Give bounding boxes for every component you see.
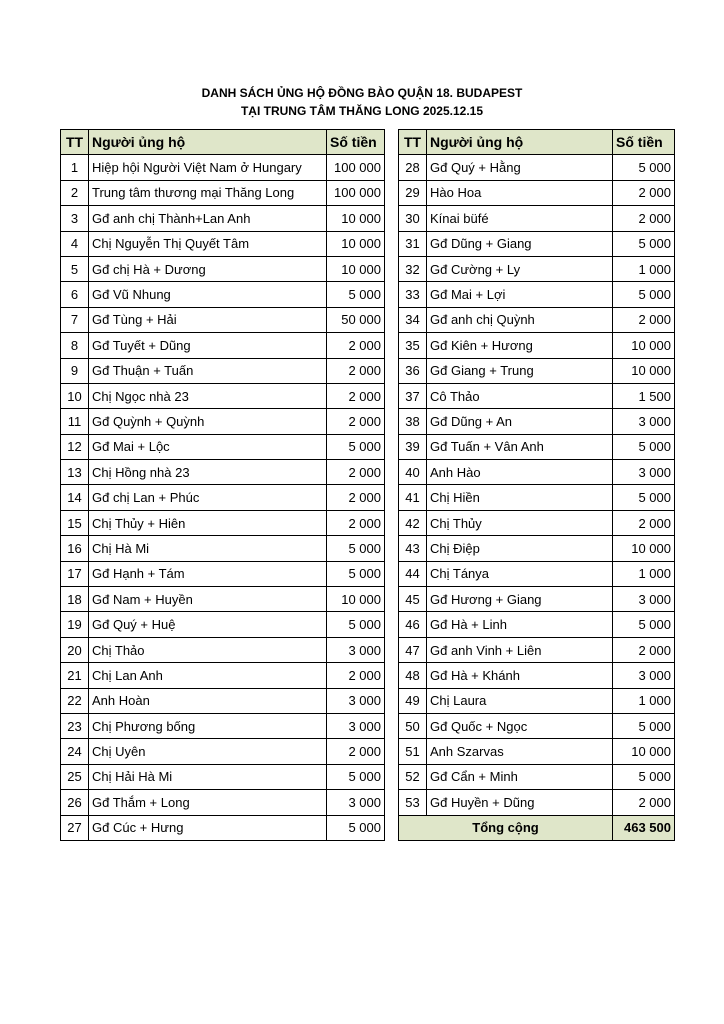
donation-amount: 2 000 bbox=[613, 206, 675, 231]
table-row bbox=[399, 561, 675, 586]
donation-amount: 5 000 bbox=[613, 434, 675, 459]
donor-name: Gđ chị Lan + Phúc bbox=[89, 485, 327, 510]
donor-name: Gđ Tuyết + Dũng bbox=[89, 333, 327, 358]
donation-amount: 5 000 bbox=[327, 434, 385, 459]
table-row bbox=[61, 536, 385, 561]
donor-name: Chị Hồng nhà 23 bbox=[89, 460, 327, 485]
row-number: 39 bbox=[399, 434, 427, 459]
donation-amount: 5 000 bbox=[327, 612, 385, 637]
donation-amount: 5 000 bbox=[613, 713, 675, 738]
table-row bbox=[399, 333, 675, 358]
donation-amount: 10 000 bbox=[327, 256, 385, 281]
donor-name: Gđ Quốc + Ngọc bbox=[427, 713, 613, 738]
table-row bbox=[61, 460, 385, 485]
table-row bbox=[399, 536, 675, 561]
table-row bbox=[61, 612, 385, 637]
donor-name: Chị Nguyễn Thị Quyết Tâm bbox=[89, 231, 327, 256]
row-number: 24 bbox=[61, 739, 89, 764]
donation-amount: 2 000 bbox=[613, 307, 675, 332]
row-number: 49 bbox=[399, 688, 427, 713]
donation-amount: 100 000 bbox=[327, 155, 385, 180]
row-number: 35 bbox=[399, 333, 427, 358]
table-row bbox=[61, 434, 385, 459]
donor-name: Gđ Huyền + Dũng bbox=[427, 790, 613, 815]
row-number: 47 bbox=[399, 637, 427, 662]
table-row bbox=[399, 764, 675, 789]
row-number: 18 bbox=[61, 587, 89, 612]
donation-amount: 2 000 bbox=[327, 663, 385, 688]
donor-name: Cô Thảo bbox=[427, 383, 613, 408]
donor-name: Gđ Quý + Huệ bbox=[89, 612, 327, 637]
table-row bbox=[61, 815, 385, 840]
table-row bbox=[399, 383, 675, 408]
header-donor: Người ủng hộ bbox=[427, 130, 613, 155]
row-number: 1 bbox=[61, 155, 89, 180]
donor-name: Gđ Mai + Lộc bbox=[89, 434, 327, 459]
donor-name: Gđ Nam + Huyền bbox=[89, 587, 327, 612]
row-number: 19 bbox=[61, 612, 89, 637]
donation-amount: 1 000 bbox=[613, 256, 675, 281]
row-number: 13 bbox=[61, 460, 89, 485]
row-number: 22 bbox=[61, 688, 89, 713]
row-number: 48 bbox=[399, 663, 427, 688]
donation-amount: 5 000 bbox=[613, 155, 675, 180]
table-row bbox=[399, 739, 675, 764]
row-number: 25 bbox=[61, 764, 89, 789]
row-number: 42 bbox=[399, 510, 427, 535]
header-tt: TT bbox=[399, 130, 427, 155]
donor-name: Chị Thủy bbox=[427, 510, 613, 535]
donor-name: Gđ Quỳnh + Quỳnh bbox=[89, 409, 327, 434]
table-row bbox=[61, 764, 385, 789]
donor-name: Gđ Cẩn + Minh bbox=[427, 764, 613, 789]
donor-name: Chị Hải Hà Mi bbox=[89, 764, 327, 789]
donation-amount: 10 000 bbox=[327, 231, 385, 256]
table-row bbox=[61, 307, 385, 332]
row-number: 26 bbox=[61, 790, 89, 815]
donor-name: Chị Uyên bbox=[89, 739, 327, 764]
row-number: 52 bbox=[399, 764, 427, 789]
row-number: 44 bbox=[399, 561, 427, 586]
row-number: 34 bbox=[399, 307, 427, 332]
donation-amount: 3 000 bbox=[327, 688, 385, 713]
header-amount: Số tiền bbox=[613, 130, 675, 155]
donation-amount: 1 000 bbox=[613, 688, 675, 713]
row-number: 32 bbox=[399, 256, 427, 281]
donor-name: Gđ Mai + Lợi bbox=[427, 282, 613, 307]
donor-name: Gđ anh Vinh + Liên bbox=[427, 637, 613, 662]
row-number: 4 bbox=[61, 231, 89, 256]
donation-amount: 5 000 bbox=[613, 612, 675, 637]
donor-name: Gđ Tùng + Hải bbox=[89, 307, 327, 332]
title-line-2: TẠI TRUNG TÂM THĂNG LONG 2025.12.15 bbox=[240, 104, 484, 118]
table-row bbox=[399, 637, 675, 662]
donation-amount: 3 000 bbox=[613, 460, 675, 485]
donation-amount: 10 000 bbox=[327, 587, 385, 612]
table-row bbox=[61, 155, 385, 180]
table-row bbox=[61, 231, 385, 256]
donation-amount: 3 000 bbox=[327, 790, 385, 815]
donation-amount: 2 000 bbox=[613, 637, 675, 662]
donation-amount: 5 000 bbox=[613, 764, 675, 789]
table-row bbox=[61, 713, 385, 738]
table-row bbox=[61, 739, 385, 764]
table-row bbox=[61, 409, 385, 434]
table-row bbox=[61, 663, 385, 688]
donation-amount: 3 000 bbox=[613, 409, 675, 434]
row-number: 6 bbox=[61, 282, 89, 307]
row-number: 46 bbox=[399, 612, 427, 637]
title-line-1: DANH SÁCH ỦNG HỘ ĐỒNG BÀO QUẬN 18. BUDAPEST bbox=[201, 86, 523, 100]
row-number: 36 bbox=[399, 358, 427, 383]
donor-name: Anh Szarvas bbox=[427, 739, 613, 764]
donor-name: Hào Hoa bbox=[427, 180, 613, 205]
donor-name: Gđ Kiên + Hương bbox=[427, 333, 613, 358]
donation-amount: 2 000 bbox=[327, 333, 385, 358]
row-number: 5 bbox=[61, 256, 89, 281]
row-number: 51 bbox=[399, 739, 427, 764]
row-number: 16 bbox=[61, 536, 89, 561]
donor-name: Gđ Cường + Ly bbox=[427, 256, 613, 281]
donor-name: Gđ Tuấn + Vân Anh bbox=[427, 434, 613, 459]
row-number: 33 bbox=[399, 282, 427, 307]
header-donor: Người ủng hộ bbox=[89, 130, 327, 155]
document-title bbox=[0, 84, 724, 120]
donation-amount: 2 000 bbox=[327, 485, 385, 510]
row-number: 15 bbox=[61, 510, 89, 535]
donor-name: Gđ Quý + Hằng bbox=[427, 155, 613, 180]
row-number: 14 bbox=[61, 485, 89, 510]
table-row bbox=[399, 307, 675, 332]
row-number: 31 bbox=[399, 231, 427, 256]
header-amount: Số tiền bbox=[327, 130, 385, 155]
header-tt: TT bbox=[61, 130, 89, 155]
donation-amount: 5 000 bbox=[327, 561, 385, 586]
donation-amount: 3 000 bbox=[613, 587, 675, 612]
donation-amount: 10 000 bbox=[327, 206, 385, 231]
donor-name: Gđ Hạnh + Tám bbox=[89, 561, 327, 586]
donor-name: Gđ Dũng + An bbox=[427, 409, 613, 434]
row-number: 9 bbox=[61, 358, 89, 383]
table-row bbox=[61, 383, 385, 408]
table-row bbox=[61, 282, 385, 307]
table-row bbox=[61, 180, 385, 205]
donation-amount: 10 000 bbox=[613, 739, 675, 764]
row-number: 45 bbox=[399, 587, 427, 612]
donor-name: Gđ Thuận + Tuấn bbox=[89, 358, 327, 383]
row-number: 28 bbox=[399, 155, 427, 180]
row-number: 11 bbox=[61, 409, 89, 434]
donation-amount: 2 000 bbox=[327, 383, 385, 408]
table-header-row bbox=[399, 130, 675, 155]
table-row bbox=[61, 333, 385, 358]
total-amount: 463 500 bbox=[613, 815, 675, 840]
table-row bbox=[399, 358, 675, 383]
row-number: 43 bbox=[399, 536, 427, 561]
table-row bbox=[399, 790, 675, 815]
donation-amount: 2 000 bbox=[613, 180, 675, 205]
donor-name: Chị Thủy + Hiên bbox=[89, 510, 327, 535]
table-row bbox=[399, 460, 675, 485]
row-number: 30 bbox=[399, 206, 427, 231]
row-number: 17 bbox=[61, 561, 89, 586]
donation-amount: 1 000 bbox=[613, 561, 675, 586]
donor-name: Chị Hà Mi bbox=[89, 536, 327, 561]
table-row bbox=[61, 637, 385, 662]
row-number: 29 bbox=[399, 180, 427, 205]
row-number: 50 bbox=[399, 713, 427, 738]
table-row bbox=[61, 256, 385, 281]
donor-name: Gđ anh chị Quỳnh bbox=[427, 307, 613, 332]
donor-name: Gđ Cúc + Hưng bbox=[89, 815, 327, 840]
donor-name: Gđ Vũ Nhung bbox=[89, 282, 327, 307]
donor-name: Gđ Dũng + Giang bbox=[427, 231, 613, 256]
donor-name: Anh Hoàn bbox=[89, 688, 327, 713]
table-row bbox=[399, 688, 675, 713]
table-row bbox=[399, 231, 675, 256]
donation-amount: 2 000 bbox=[327, 739, 385, 764]
donation-amount: 5 000 bbox=[613, 282, 675, 307]
donor-name: Gđ Thắm + Long bbox=[89, 790, 327, 815]
table-row bbox=[61, 688, 385, 713]
table-row bbox=[399, 510, 675, 535]
table-row bbox=[61, 561, 385, 586]
table-row bbox=[399, 155, 675, 180]
donor-name: Chị Ngọc nhà 23 bbox=[89, 383, 327, 408]
row-number: 23 bbox=[61, 713, 89, 738]
table-row bbox=[61, 510, 385, 535]
donor-name: Anh Hào bbox=[427, 460, 613, 485]
row-number: 12 bbox=[61, 434, 89, 459]
donor-table-left bbox=[60, 129, 385, 841]
table-row bbox=[399, 587, 675, 612]
donation-amount: 2 000 bbox=[327, 460, 385, 485]
total-label: Tổng cộng bbox=[399, 815, 613, 840]
donor-name: Trung tâm thương mại Thăng Long bbox=[89, 180, 327, 205]
table-row bbox=[399, 180, 675, 205]
donation-amount: 2 000 bbox=[327, 510, 385, 535]
row-number: 41 bbox=[399, 485, 427, 510]
donation-amount: 2 000 bbox=[327, 358, 385, 383]
donation-amount: 3 000 bbox=[613, 663, 675, 688]
donation-amount: 2 000 bbox=[613, 510, 675, 535]
row-number: 37 bbox=[399, 383, 427, 408]
donor-name: Kínai büfé bbox=[427, 206, 613, 231]
row-number: 10 bbox=[61, 383, 89, 408]
donation-amount: 5 000 bbox=[327, 536, 385, 561]
table-row bbox=[399, 256, 675, 281]
table-row bbox=[61, 790, 385, 815]
table-row bbox=[399, 663, 675, 688]
donor-name: Chị Hiền bbox=[427, 485, 613, 510]
row-number: 40 bbox=[399, 460, 427, 485]
row-number: 2 bbox=[61, 180, 89, 205]
donation-amount: 50 000 bbox=[327, 307, 385, 332]
donor-name: Chị Điệp bbox=[427, 536, 613, 561]
donor-name: Gđ Hương + Giang bbox=[427, 587, 613, 612]
row-number: 7 bbox=[61, 307, 89, 332]
donor-name: Chị Phương bống bbox=[89, 713, 327, 738]
donor-name: Gđ Giang + Trung bbox=[427, 358, 613, 383]
table-row bbox=[61, 587, 385, 612]
table-header-row bbox=[61, 130, 385, 155]
donation-amount: 5 000 bbox=[327, 815, 385, 840]
table-row bbox=[399, 282, 675, 307]
donation-amount: 2 000 bbox=[327, 409, 385, 434]
donation-amount: 10 000 bbox=[613, 358, 675, 383]
donor-name: Chị Thảo bbox=[89, 637, 327, 662]
row-number: 3 bbox=[61, 206, 89, 231]
donor-name: Chị Lan Anh bbox=[89, 663, 327, 688]
table-row bbox=[399, 713, 675, 738]
donor-table-right bbox=[398, 129, 675, 841]
donation-amount: 3 000 bbox=[327, 713, 385, 738]
table-row bbox=[61, 485, 385, 510]
donation-amount: 5 000 bbox=[327, 282, 385, 307]
donation-amount: 5 000 bbox=[327, 764, 385, 789]
donor-name: Chị Tánya bbox=[427, 561, 613, 586]
total-row bbox=[399, 815, 675, 840]
donor-name: Gđ anh chị Thành+Lan Anh bbox=[89, 206, 327, 231]
donor-name: Gđ Hà + Linh bbox=[427, 612, 613, 637]
row-number: 38 bbox=[399, 409, 427, 434]
table-row bbox=[399, 409, 675, 434]
row-number: 53 bbox=[399, 790, 427, 815]
donation-amount: 100 000 bbox=[327, 180, 385, 205]
table-row bbox=[61, 206, 385, 231]
row-number: 27 bbox=[61, 815, 89, 840]
table-row bbox=[399, 612, 675, 637]
donation-amount: 5 000 bbox=[613, 485, 675, 510]
row-number: 8 bbox=[61, 333, 89, 358]
donation-amount: 3 000 bbox=[327, 637, 385, 662]
table-row bbox=[399, 485, 675, 510]
donation-amount: 1 500 bbox=[613, 383, 675, 408]
row-number: 21 bbox=[61, 663, 89, 688]
donor-name: Hiệp hội Người Việt Nam ở Hungary bbox=[89, 155, 327, 180]
donation-amount: 10 000 bbox=[613, 333, 675, 358]
donation-amount: 10 000 bbox=[613, 536, 675, 561]
table-row bbox=[61, 358, 385, 383]
donation-amount: 2 000 bbox=[613, 790, 675, 815]
donor-name: Gđ Hà + Khánh bbox=[427, 663, 613, 688]
donor-name: Chị Laura bbox=[427, 688, 613, 713]
table-row bbox=[399, 434, 675, 459]
table-row bbox=[399, 206, 675, 231]
row-number: 20 bbox=[61, 637, 89, 662]
donor-name: Gđ chị Hà + Dương bbox=[89, 256, 327, 281]
donation-amount: 5 000 bbox=[613, 231, 675, 256]
